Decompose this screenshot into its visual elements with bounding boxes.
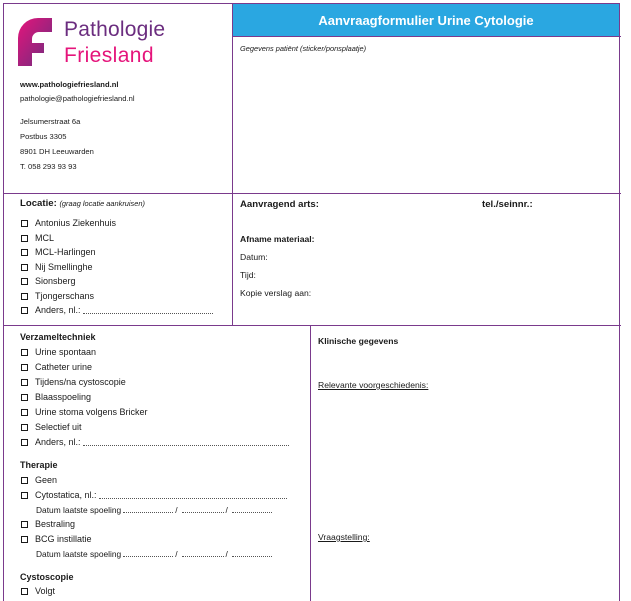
checkbox[interactable] xyxy=(21,307,28,314)
last-flush-date-row-2 xyxy=(36,549,272,559)
checkbox[interactable] xyxy=(21,349,28,356)
location-other-field[interactable] xyxy=(83,307,213,314)
date-separator: / xyxy=(225,505,228,515)
checkbox[interactable] xyxy=(21,264,28,271)
brand-name-line2: Friesland xyxy=(64,44,154,67)
time-label: Tijd: xyxy=(240,270,256,280)
technique-option-label: Urine stoma volgens Bricker xyxy=(35,407,148,417)
last-flush-date-label: Datum laatste spoeling xyxy=(36,549,122,559)
cystoscopy-option-follows[interactable] xyxy=(21,586,55,596)
location-option-label: Sionsberg xyxy=(35,276,76,286)
checkbox[interactable] xyxy=(21,249,28,256)
location-option[interactable] xyxy=(21,262,93,272)
checkbox[interactable] xyxy=(21,235,28,242)
location-option[interactable] xyxy=(21,276,76,286)
therapy-option-label: Cytostatica, nl.: xyxy=(35,490,97,500)
technique-option-label: Blaasspoeling xyxy=(35,392,92,402)
location-option[interactable] xyxy=(21,247,96,257)
location-option-label: Nij Smellinghe xyxy=(35,262,93,272)
divider-top-vertical xyxy=(232,3,233,326)
checkbox[interactable] xyxy=(21,424,28,431)
therapy-option-cytostatica[interactable] xyxy=(21,490,287,500)
location-option-label: Tjongerschans xyxy=(35,291,95,301)
checkbox[interactable] xyxy=(21,220,28,227)
copy-report-label: Kopie verslag aan: xyxy=(240,288,312,298)
phone-number: T. 058 293 93 93 xyxy=(20,162,77,171)
checkbox[interactable] xyxy=(21,536,28,543)
address-postbox: Postbus 3305 xyxy=(20,132,67,141)
therapy-option-bcg[interactable] xyxy=(21,534,92,544)
checkbox[interactable] xyxy=(21,278,28,285)
patient-data-label: Gegevens patiënt (sticker/ponsplaatje) xyxy=(240,44,367,53)
last-flush-date-row-1 xyxy=(36,505,272,515)
divider-header-bottom xyxy=(233,36,621,37)
checkbox[interactable] xyxy=(21,521,28,528)
location-option-label: Anders, nl.: xyxy=(35,305,81,315)
technique-option[interactable] xyxy=(21,407,148,417)
phone-pager-label: tel./seinnr.: xyxy=(482,199,533,210)
checkbox[interactable] xyxy=(21,477,28,484)
technique-option[interactable] xyxy=(21,347,96,357)
date-separator: / xyxy=(175,505,178,515)
date-separator: / xyxy=(225,549,228,559)
divider-bottom-vertical xyxy=(310,325,311,601)
therapy-option-none[interactable] xyxy=(21,475,57,485)
therapy-option-radiation[interactable] xyxy=(21,519,75,529)
date-year-field[interactable] xyxy=(232,507,272,513)
therapy-option-label: Bestraling xyxy=(35,519,76,529)
address-street: Jelsumerstraat 6a xyxy=(20,117,81,126)
technique-other-field[interactable] xyxy=(83,439,289,446)
technique-option[interactable] xyxy=(21,422,82,432)
location-option-label: MCL xyxy=(35,233,55,243)
date-separator: / xyxy=(175,549,178,559)
pathologie-friesland-logo-icon xyxy=(18,18,58,66)
technique-option[interactable] xyxy=(21,362,92,372)
checkbox[interactable] xyxy=(21,588,28,595)
technique-option-label: Tijdens/na cystoscopie xyxy=(35,377,126,387)
date-day-field[interactable] xyxy=(123,507,173,513)
brand-name-line1: Pathologie xyxy=(64,18,166,41)
email-link[interactable]: pathologie@pathologiefriesland.nl xyxy=(20,94,135,103)
date-label: Datum: xyxy=(240,252,268,262)
checkbox[interactable] xyxy=(21,364,28,371)
technique-option[interactable] xyxy=(21,377,126,387)
date-day-field[interactable] xyxy=(123,551,173,557)
last-flush-date-label: Datum laatste spoeling xyxy=(36,505,122,515)
checkbox[interactable] xyxy=(21,409,28,416)
date-month-field[interactable] xyxy=(182,507,224,513)
technique-option[interactable] xyxy=(21,392,91,402)
date-year-field[interactable] xyxy=(232,551,272,557)
therapy-option-label: Geen xyxy=(35,475,58,485)
form-title: Aanvraagformulier Urine Cytologie xyxy=(233,4,619,36)
date-month-field[interactable] xyxy=(182,551,224,557)
location-title: Locatie: xyxy=(20,198,57,209)
location-option[interactable] xyxy=(21,233,54,243)
checkbox[interactable] xyxy=(21,492,28,499)
address-city: 8901 DH Leeuwarden xyxy=(20,147,94,156)
cystoscopy-title: Cystoscopie xyxy=(20,572,74,582)
location-option-other[interactable] xyxy=(21,305,213,315)
divider-header xyxy=(3,193,621,194)
divider-location xyxy=(3,325,621,326)
sample-collection-title: Afname materiaal: xyxy=(240,234,315,244)
collection-technique-title: Verzameltechniek xyxy=(20,332,96,342)
checkbox[interactable] xyxy=(21,293,28,300)
checkbox[interactable] xyxy=(21,394,28,401)
technique-option-label: Urine spontaan xyxy=(35,347,97,357)
checkbox[interactable] xyxy=(21,439,28,446)
website-link[interactable]: www.pathologiefriesland.nl xyxy=(20,80,119,89)
location-heading xyxy=(20,198,145,209)
requesting-doctor-label: Aanvragend arts: xyxy=(240,199,319,210)
cytostatica-field[interactable] xyxy=(99,492,287,499)
location-option-label: MCL-Harlingen xyxy=(35,247,96,257)
question-label: Vraagstelling: xyxy=(318,532,370,542)
clinical-data-title: Klinische gegevens xyxy=(318,336,399,346)
relevant-history-label: Relevante voorgeschiedenis: xyxy=(318,380,429,390)
location-option[interactable] xyxy=(21,218,116,228)
therapy-option-label: BCG instillatie xyxy=(35,534,92,544)
cystoscopy-option-label: Volgt xyxy=(35,586,56,596)
location-note: (graag locatie aankruisen) xyxy=(59,199,145,208)
location-option-label: Antonius Ziekenhuis xyxy=(35,218,117,228)
technique-option-label: Selectief uit xyxy=(35,422,82,432)
location-option[interactable] xyxy=(21,291,94,301)
therapy-title: Therapie xyxy=(20,460,58,470)
technique-option-label: Anders, nl.: xyxy=(35,437,81,447)
checkbox[interactable] xyxy=(21,379,28,386)
technique-option-other[interactable] xyxy=(21,437,289,447)
technique-option-label: Catheter urine xyxy=(35,362,93,372)
